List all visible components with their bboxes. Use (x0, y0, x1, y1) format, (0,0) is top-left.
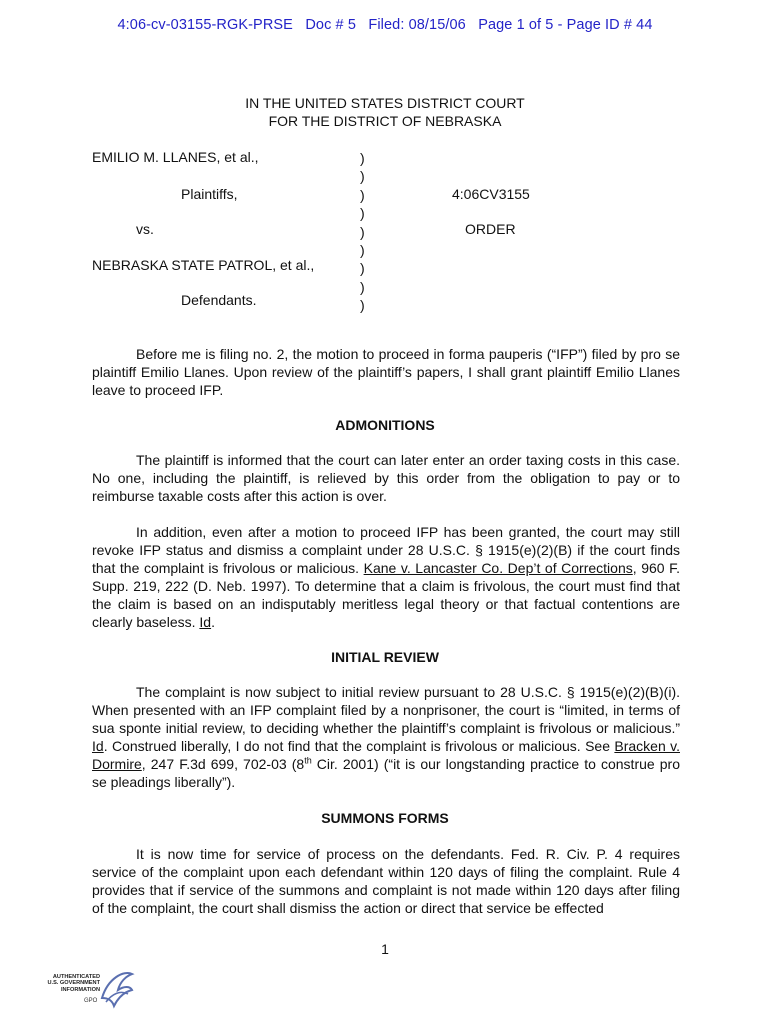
heading-summons-forms: SUMMONS FORMS (321, 810, 449, 826)
versus-label: vs. (136, 221, 154, 237)
admonition-text-end: . (211, 614, 215, 630)
document-type: ORDER (465, 221, 516, 237)
gpo-authentication-seal (40, 968, 150, 1014)
caption-paren: ) (360, 223, 365, 240)
gpo-eagle-icon (96, 968, 136, 1010)
filing-stamp-header: 4:06-cv-03155-RGK-PRSE Doc # 5 Filed: 08/15/06 Page 1 of 5 - Page ID # 44 (117, 17, 653, 33)
initial-review-paragraph (92, 683, 680, 791)
heading-initial-review: INITIAL REVIEW (331, 649, 439, 665)
gpo-line-2: U.S. GOVERNMENT (47, 980, 100, 987)
ordinal-superscript: th (304, 755, 312, 766)
plaintiff-role: Plaintiffs, (181, 186, 238, 202)
caption-paren: ) (360, 241, 365, 258)
id-citation: Id (199, 614, 212, 630)
caption-paren: ) (360, 168, 365, 185)
caption-paren: ) (360, 205, 365, 222)
defendant-name: NEBRASKA STATE PATROL, et al., (92, 257, 315, 273)
court-title (0, 94, 770, 130)
admonition-paragraph-2 (92, 523, 680, 631)
gpo-seal-text (40, 974, 100, 993)
page-number: 1 (381, 941, 389, 957)
admonition-text-a: In addition, even after a motion to proceed IFP has been granted, the court may still revoke IFP status and dismiss a complaint under 28 U.S.C. § 1915(e)(2)(B) if the court finds that the complaint is frivolous or malicious. (92, 524, 680, 576)
caption-paren: ) (360, 150, 365, 166)
case-citation-bracken: Bracken v. Dormire (92, 738, 680, 772)
caption-parentheses (360, 149, 365, 315)
court-title-line2: FOR THE DISTRICT OF NEBRASKA (268, 113, 502, 129)
review-text-c: , 247 F.3d 699, 702-03 (8 (141, 756, 305, 772)
caption-paren: ) (360, 278, 365, 295)
intro-paragraph: Before me is filing no. 2, the motion to proceed in forma pauperis (“IFP”) filed by pro se plaintiff Emilio Llanes. Upon review of the plaintiff’s papers, I shall grant plaintiff Emilio Llanes leave to proceed IFP. (92, 346, 680, 398)
id-citation: Id (92, 738, 104, 754)
gpo-line-3: INFORMATION (60, 986, 100, 993)
admonition-paragraph-1: The plaintiff is informed that the court can later enter an order taxing costs in this case. No one, including the plaintiff, is relieved by this order from the obligation to pay or to reimburse taxable costs after this action is over. (92, 452, 680, 504)
caption-paren: ) (360, 260, 365, 277)
case-citation-kane: Kane v. Lancaster Co. Dep’t of Corrections (363, 560, 633, 576)
summons-paragraph: It is now time for service of process on the defendants. Fed. R. Civ. P. 4 requires service of the complaint upon each defendant within 120 days of filing the complaint. Rule 4 provides that if service of the summons and complaint is not made within 120 days after filing of the complaint, the court shall dismiss the action or direct that service be effected (92, 846, 680, 916)
gpo-line-1: AUTHENTICATED (52, 974, 100, 980)
review-text-b: . Construed liberally, I do not find that the complaint is frivolous or malicious. See (103, 738, 615, 754)
plaintiff-name: EMILIO M. LLANES, et al., (92, 149, 259, 165)
case-number: 4:06CV3155 (452, 186, 530, 202)
admonition-text-b: , 960 F. Supp. 219, 222 (D. Neb. 1997). To determine that a claim is frivolous, the court must find that the claim is based on an indisputably meritless legal theory or that factual contentions are clearly baseless. (92, 560, 681, 630)
gpo-label: GPO (84, 998, 98, 1004)
review-text-a: The complaint is now subject to initial review pursuant to 28 U.S.C. § 1915(e)(2)(B)(i). When presented with an IFP complaint filed by a nonprisoner, the court is “limited, in terms of sua sponte initial review, to deciding whether the plaintiff’s complaint is frivolous or malicious.” (92, 684, 680, 736)
caption-paren: ) (360, 297, 365, 314)
caption-paren: ) (360, 186, 365, 203)
defendant-role: Defendants. (181, 292, 257, 308)
review-text-d: Cir. 2001) (“it is our longstanding practice to construe pro se pleadings liberally”). (92, 756, 680, 790)
court-title-line1: IN THE UNITED STATES DISTRICT COURT (245, 95, 525, 111)
heading-admonitions: ADMONITIONS (335, 417, 435, 433)
